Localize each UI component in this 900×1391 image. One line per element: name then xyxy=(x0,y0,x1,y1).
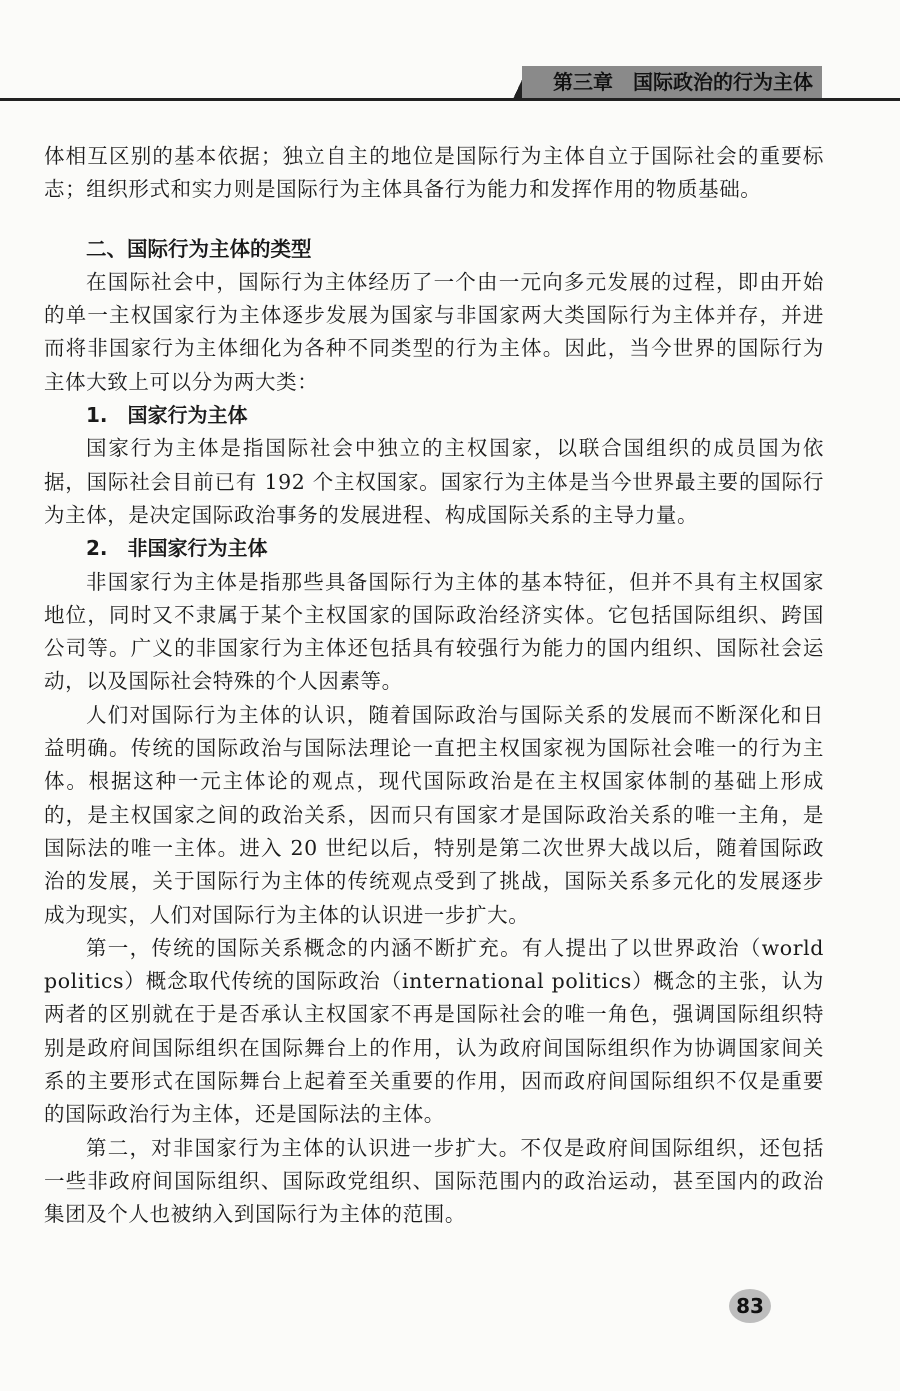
page-body xyxy=(44,140,824,1232)
running-header xyxy=(0,62,900,102)
section-heading: 二、国际行为主体的类型 xyxy=(86,236,312,261)
paragraph: 体相互区别的基本依据；独立自主的地位是国际行为主体自立于国际社会的重要标志；组织形式和实力则是国际行为主体具备行为能力和发挥作用的物质基础。 xyxy=(44,144,824,202)
chapter-title: 第三章 国际政治的行为主体 xyxy=(553,70,813,94)
subsection-heading: 2. 非国家行为主体 xyxy=(86,536,268,561)
paragraph: 国家行为主体是指国际社会中独立的主权国家，以联合国组织的成员国为依据，国际社会目前已有 192 个主权国家。国家行为主体是当今世界最主要的国际行为主体，是决定国际政治事务的发展进程、构成国际关系的主导力量。 xyxy=(44,436,824,527)
paragraph: 人们对国际行为主体的认识，随着国际政治与国际关系的发展而不断深化和日益明确。传统的国际政治与国际法理论一直把主权国家视为国际社会唯一的行为主体。根据这种一元主体论的观点，现代国际政治是在主权国家体制的基础上形成的，是主权国家之间的政治关系，因而只有国家才是国际政治关系的唯一主角，是国际法的唯一主体。进入 20 世纪以后，特别是第二次世界大战以后，随着国际政治的发展，关于国际行为主体的传统观点受到了挑战，国际关系多元化的发展逐步成为现实，人们对国际行为主体的认识进一步扩大。 xyxy=(44,702,824,927)
paragraph: 在国际社会中，国际行为主体经历了一个由一元向多元发展的过程，即由开始的单一主权国家行为主体逐步发展为国家与非国家两大类国际行为主体并存，并进而将非国家行为主体细化为各种不同类型的行为主体。因此，当今世界的国际行为主体大致上可以分为两大类： xyxy=(44,269,824,394)
paragraph: 第一，传统的国际关系概念的内涵不断扩充。有人提出了以世界政治（world politics）概念取代传统的国际政治（international politics）概念的主张，认为两者的区别就在于是否承认主权国家不再是国际社会的唯一角色，强调国际组织特别是政府间国际组织在国际舞台上的作用，认为政府间国际组织作为协调国家间关系的主要形式在国际舞台上起着至关重要的作用，因而政府间国际组织不仅是重要的国际政治行为主体，还是国际法的主体。 xyxy=(44,935,824,1127)
header-rule xyxy=(0,98,900,101)
subsection-heading: 1. 国家行为主体 xyxy=(86,403,248,428)
spacer xyxy=(44,207,824,233)
paragraph: 第二，对非国家行为主体的认识进一步扩大。不仅是政府间国际组织，还包括一些非政府间国际组织、国际政党组织、国际范围内的政治运动，甚至国内的政治集团及个人也被纳入到国际行为主体的范围。 xyxy=(44,1135,824,1227)
page-number: 83 xyxy=(729,1289,771,1323)
paragraph: 非国家行为主体是指那些具备国际行为主体的基本特征，但并不具有主权国家地位，同时又不隶属于某个主权国家的国际政治经济实体。它包括国际组织、跨国公司等。广义的非国家行为主体还包括具有较强行为能力的国内组织、国际社会运动，以及国际社会特殊的个人因素等。 xyxy=(44,569,824,694)
